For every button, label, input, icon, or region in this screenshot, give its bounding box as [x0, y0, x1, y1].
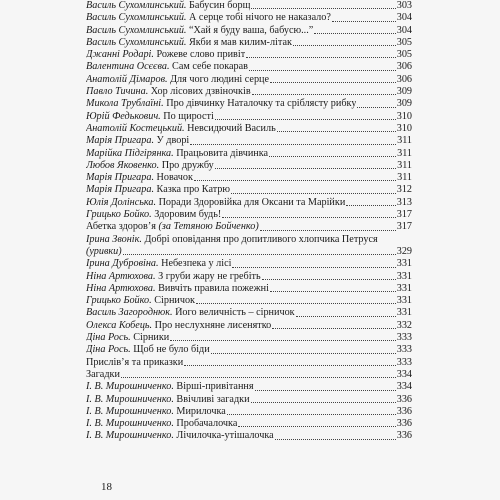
toc-entry [86, 111, 412, 123]
toc-entry [86, 197, 412, 209]
toc-entry [86, 61, 412, 73]
toc-title: Новачок [156, 172, 193, 184]
toc-entry [86, 307, 412, 319]
toc-title: Прислів’я та приказки [86, 356, 184, 368]
toc-author: Павло Тичина. [86, 86, 149, 98]
toc-entry-text [86, 271, 261, 283]
toc-leader-dots [270, 290, 396, 292]
toc-leader-dots [194, 179, 396, 181]
toc-title: Про дівчинку Наталочку та сріблясту рибку [166, 98, 357, 110]
toc-entry [86, 0, 412, 12]
toc-title: Якби я мав килим-літак [189, 36, 292, 48]
toc-entry-text [86, 320, 271, 332]
toc-page-number: 306 [396, 73, 412, 85]
toc-page-number: 333 [396, 356, 412, 368]
toc-title: Сам себе покарав [172, 61, 248, 73]
table-of-contents [86, 0, 412, 443]
toc-page-number: 311 [397, 135, 412, 147]
toc-leader-dots [346, 204, 395, 206]
toc-entry-text [86, 369, 120, 381]
toc-entry [86, 184, 412, 196]
toc-author: Василь Сухомлинський. [86, 12, 187, 24]
toc-page-number: 334 [396, 381, 412, 393]
toc-title: Його величність – сірничок [175, 307, 295, 319]
toc-title: Працьовита дівчинка [176, 147, 269, 159]
toc-author: Діна Рось. [86, 332, 131, 344]
toc-page-number: 329 [396, 245, 412, 257]
toc-leader-dots [215, 118, 396, 120]
toc-author: І. В. Мирошниченко. [86, 405, 174, 417]
toc-entry [86, 418, 412, 430]
toc-entry [86, 172, 412, 184]
toc-entry [86, 332, 412, 344]
toc-entry-text [86, 430, 274, 442]
toc-title: Сірники [133, 332, 170, 344]
toc-leader-dots [277, 130, 396, 132]
toc-entry-text [86, 49, 245, 61]
toc-entry [86, 394, 412, 406]
toc-entry-text [86, 148, 268, 160]
toc-page-number: 336 [396, 393, 412, 405]
toc-title: Невсидючий Василь [187, 122, 276, 134]
toc-title: Абетка здоров’я [86, 221, 156, 233]
toc-author: Анатолій Дімаров. [86, 73, 168, 85]
toc-leader-dots [262, 278, 396, 280]
toc-title: Рожеве слово привіт [156, 49, 246, 61]
toc-entry [86, 209, 412, 221]
toc-author: Микола Трублаїні. [86, 98, 164, 110]
toc-author: Діна Рось. [86, 344, 131, 356]
toc-author: І. В. Мирошниченко. [86, 430, 174, 442]
toc-entry [86, 369, 412, 381]
toc-leader-dots [222, 216, 395, 218]
toc-entry-text [86, 221, 259, 233]
toc-entry-text [86, 98, 356, 110]
toc-author: Ніна Артюхова. [86, 270, 156, 282]
toc-entry-text [86, 25, 313, 37]
toc-leader-dots [170, 339, 395, 341]
toc-entry [86, 221, 412, 233]
toc-entry [86, 49, 412, 61]
toc-leader-dots [211, 352, 396, 354]
toc-entry [86, 37, 412, 49]
toc-page-number: 317 [396, 209, 412, 221]
toc-leader-dots [231, 192, 396, 194]
toc-leader-dots [251, 7, 395, 9]
toc-leader-dots [251, 401, 396, 403]
toc-entry-text [86, 381, 254, 393]
toc-leader-dots [196, 302, 396, 304]
toc-page-number: 305 [396, 49, 412, 61]
toc-page-number: 332 [396, 319, 412, 331]
toc-entry-text [86, 12, 331, 24]
toc-title: Здоровим будь! [154, 209, 222, 221]
toc-leader-dots [357, 106, 395, 108]
toc-title: З груби жару не гребіть [158, 270, 261, 282]
page-number: 18 [101, 481, 112, 493]
toc-author: Василь Загороднюк. [86, 307, 173, 319]
toc-page-number: 311 [397, 159, 412, 171]
toc-entry [86, 160, 412, 172]
toc-leader-dots [255, 389, 396, 391]
toc-page-number: 336 [396, 405, 412, 417]
toc-page-number: 333 [396, 332, 412, 344]
toc-entry [86, 234, 412, 246]
toc-entry-text [86, 234, 378, 246]
toc-page-number: 311 [397, 147, 412, 159]
toc-leader-dots [260, 229, 396, 231]
toc-entry-text [86, 295, 195, 307]
toc-leader-dots [246, 56, 396, 58]
toc-page-number: 312 [396, 184, 412, 196]
toc-entry-text [86, 160, 214, 172]
toc-author: І. В. Мирошниченко. [86, 418, 174, 430]
toc-page-number: 331 [396, 307, 412, 319]
toc-entry [86, 98, 412, 110]
toc-entry-text [86, 172, 193, 184]
toc-title: Для чого людині серце [170, 73, 270, 85]
toc-page-number: 304 [396, 24, 412, 36]
toc-title: Казка про Катрю [156, 184, 231, 196]
toc-leader-dots [249, 69, 396, 71]
toc-author: Василь Сухомлинський. [86, 36, 187, 48]
toc-entry-text [86, 135, 189, 147]
toc-leader-dots [275, 438, 396, 440]
toc-leader-dots [252, 93, 396, 95]
toc-entry [86, 74, 412, 86]
toc-leader-dots [121, 376, 396, 378]
toc-leader-dots [123, 253, 396, 255]
toc-entry-text [86, 357, 183, 369]
toc-leader-dots [270, 81, 396, 83]
toc-author: Юлія Долінська. [86, 196, 157, 208]
toc-entry [86, 135, 412, 147]
toc-author: І. В. Мирошниченко. [86, 393, 174, 405]
toc-page-number: 317 [396, 221, 412, 233]
toc-page-number: 331 [396, 258, 412, 270]
toc-title: “Хай я буду ваша, бабусю...” [189, 24, 314, 36]
toc-leader-dots [184, 364, 396, 366]
toc-leader-dots [215, 167, 396, 169]
toc-page-number: 306 [396, 61, 412, 73]
toc-title: Лічилочка-утішалочка [176, 430, 274, 442]
toc-entry-text [86, 184, 230, 196]
toc-page-number: 331 [396, 282, 412, 294]
toc-page-number: 303 [396, 0, 412, 11]
toc-leader-dots [238, 425, 395, 427]
toc-author: Валентина Осєєва. [86, 61, 170, 73]
toc-author: Василь Сухомлинський. [86, 24, 187, 36]
toc-author: Ніна Артюхова. [86, 282, 156, 294]
toc-title: У дворі [156, 135, 190, 147]
toc-title: Поради Здоровійка для Оксани та Марійки [158, 196, 346, 208]
toc-entry [86, 25, 412, 37]
toc-title: Про неслухняне лисенятко [154, 319, 272, 331]
toc-author: Марія Пригара. [86, 184, 154, 196]
toc-title: Щоб не було біди [133, 344, 210, 356]
toc-entry-text [86, 344, 210, 356]
toc-entry-text [86, 61, 248, 73]
toc-leader-dots [272, 327, 395, 329]
toc-note: (за Тетяною Бойченко) [158, 221, 259, 233]
table-of-contents-page [86, 0, 412, 443]
toc-page-number: 304 [396, 12, 412, 24]
toc-author: Марійка Підгірянка. [86, 147, 174, 159]
toc-entry-text [86, 209, 221, 221]
toc-author: Любов Яковенко. [86, 159, 160, 171]
toc-entry [86, 258, 412, 270]
toc-page-number: 311 [397, 172, 412, 184]
toc-leader-dots [269, 155, 396, 157]
toc-author: Джанні Родарі. [86, 49, 154, 61]
toc-author: Грицько Бойко. [86, 209, 152, 221]
toc-leader-dots [227, 413, 396, 415]
toc-title: Добрі оповідання про допитливого хлопчика Петруся [144, 233, 378, 245]
toc-page-number: 310 [396, 110, 412, 122]
toc-entry-text [86, 111, 214, 123]
toc-page-number: 333 [396, 344, 412, 356]
toc-leader-dots [296, 315, 396, 317]
toc-entry [86, 357, 412, 369]
toc-entry [86, 381, 412, 393]
toc-author: Ірина Звонік. [86, 233, 142, 245]
toc-author: І. В. Мирошниченко. [86, 381, 174, 393]
toc-entry-text [86, 37, 292, 49]
toc-leader-dots [293, 44, 396, 46]
toc-entry [86, 148, 412, 160]
toc-title: Небезпека у лісі [161, 258, 232, 270]
toc-author: Ірина Дубровіна. [86, 258, 159, 270]
toc-author: Василь Сухомлинський. [86, 0, 187, 11]
toc-leader-dots [232, 266, 395, 268]
toc-entry-text [86, 332, 169, 344]
toc-page-number: 336 [396, 418, 412, 430]
toc-entry [86, 271, 412, 283]
toc-page-number: 309 [396, 98, 412, 110]
toc-entry-text [86, 74, 269, 86]
toc-title: А серце тобі нічого не наказало? [189, 12, 331, 24]
toc-note: (уривки) [86, 245, 122, 257]
toc-author: Олекса Кобець. [86, 319, 153, 331]
toc-leader-dots [314, 32, 395, 34]
toc-author: Юрій Федькович. [86, 110, 161, 122]
toc-title: Сірничок [154, 295, 196, 307]
toc-entry-text [86, 283, 269, 295]
toc-entry-text [86, 394, 250, 406]
toc-entry [86, 246, 412, 258]
toc-entry-text [86, 123, 276, 135]
toc-page-number: 313 [396, 196, 412, 208]
toc-author: Марія Пригара. [86, 172, 154, 184]
toc-entry [86, 283, 412, 295]
toc-entry-text [86, 258, 231, 270]
toc-page-number: 336 [396, 430, 412, 442]
toc-title: Ввічливі загадки [176, 393, 250, 405]
toc-entry-text [86, 0, 250, 12]
toc-entry-text [86, 246, 122, 258]
toc-entry [86, 406, 412, 418]
toc-title: По щирості [163, 110, 214, 122]
toc-entry [86, 123, 412, 135]
toc-title: Вивчіть правила пожежні [158, 282, 269, 294]
toc-page-number: 305 [396, 36, 412, 48]
toc-entry [86, 295, 412, 307]
toc-entry-text [86, 418, 237, 430]
toc-page-number: 310 [396, 122, 412, 134]
toc-entry-text [86, 197, 345, 209]
toc-page-number: 309 [396, 86, 412, 98]
toc-author: Анатолій Костецький. [86, 122, 185, 134]
toc-author: Грицько Бойко. [86, 295, 152, 307]
toc-title: Мирилочка [176, 405, 226, 417]
toc-author: Марія Пригара. [86, 135, 154, 147]
toc-title: Бабусин борщ [189, 0, 251, 11]
toc-entry-text [86, 406, 226, 418]
toc-page-number: 334 [396, 368, 412, 380]
toc-title: Вірші-привітання [176, 381, 254, 393]
toc-title: Загадки [86, 368, 120, 380]
toc-leader-dots [332, 20, 396, 22]
toc-entry-text [86, 86, 251, 98]
toc-entry [86, 320, 412, 332]
toc-title: Хор лісових дзвіночків [150, 86, 251, 98]
toc-title: Пробачалочка [176, 418, 238, 430]
toc-title: Про дружбу [161, 159, 214, 171]
toc-leader-dots [190, 143, 396, 145]
toc-entry [86, 344, 412, 356]
toc-entry [86, 12, 412, 24]
toc-entry-text [86, 307, 295, 319]
toc-page-number: 331 [396, 295, 412, 307]
toc-entry [86, 86, 412, 98]
toc-page-number: 331 [396, 270, 412, 282]
toc-entry [86, 430, 412, 442]
